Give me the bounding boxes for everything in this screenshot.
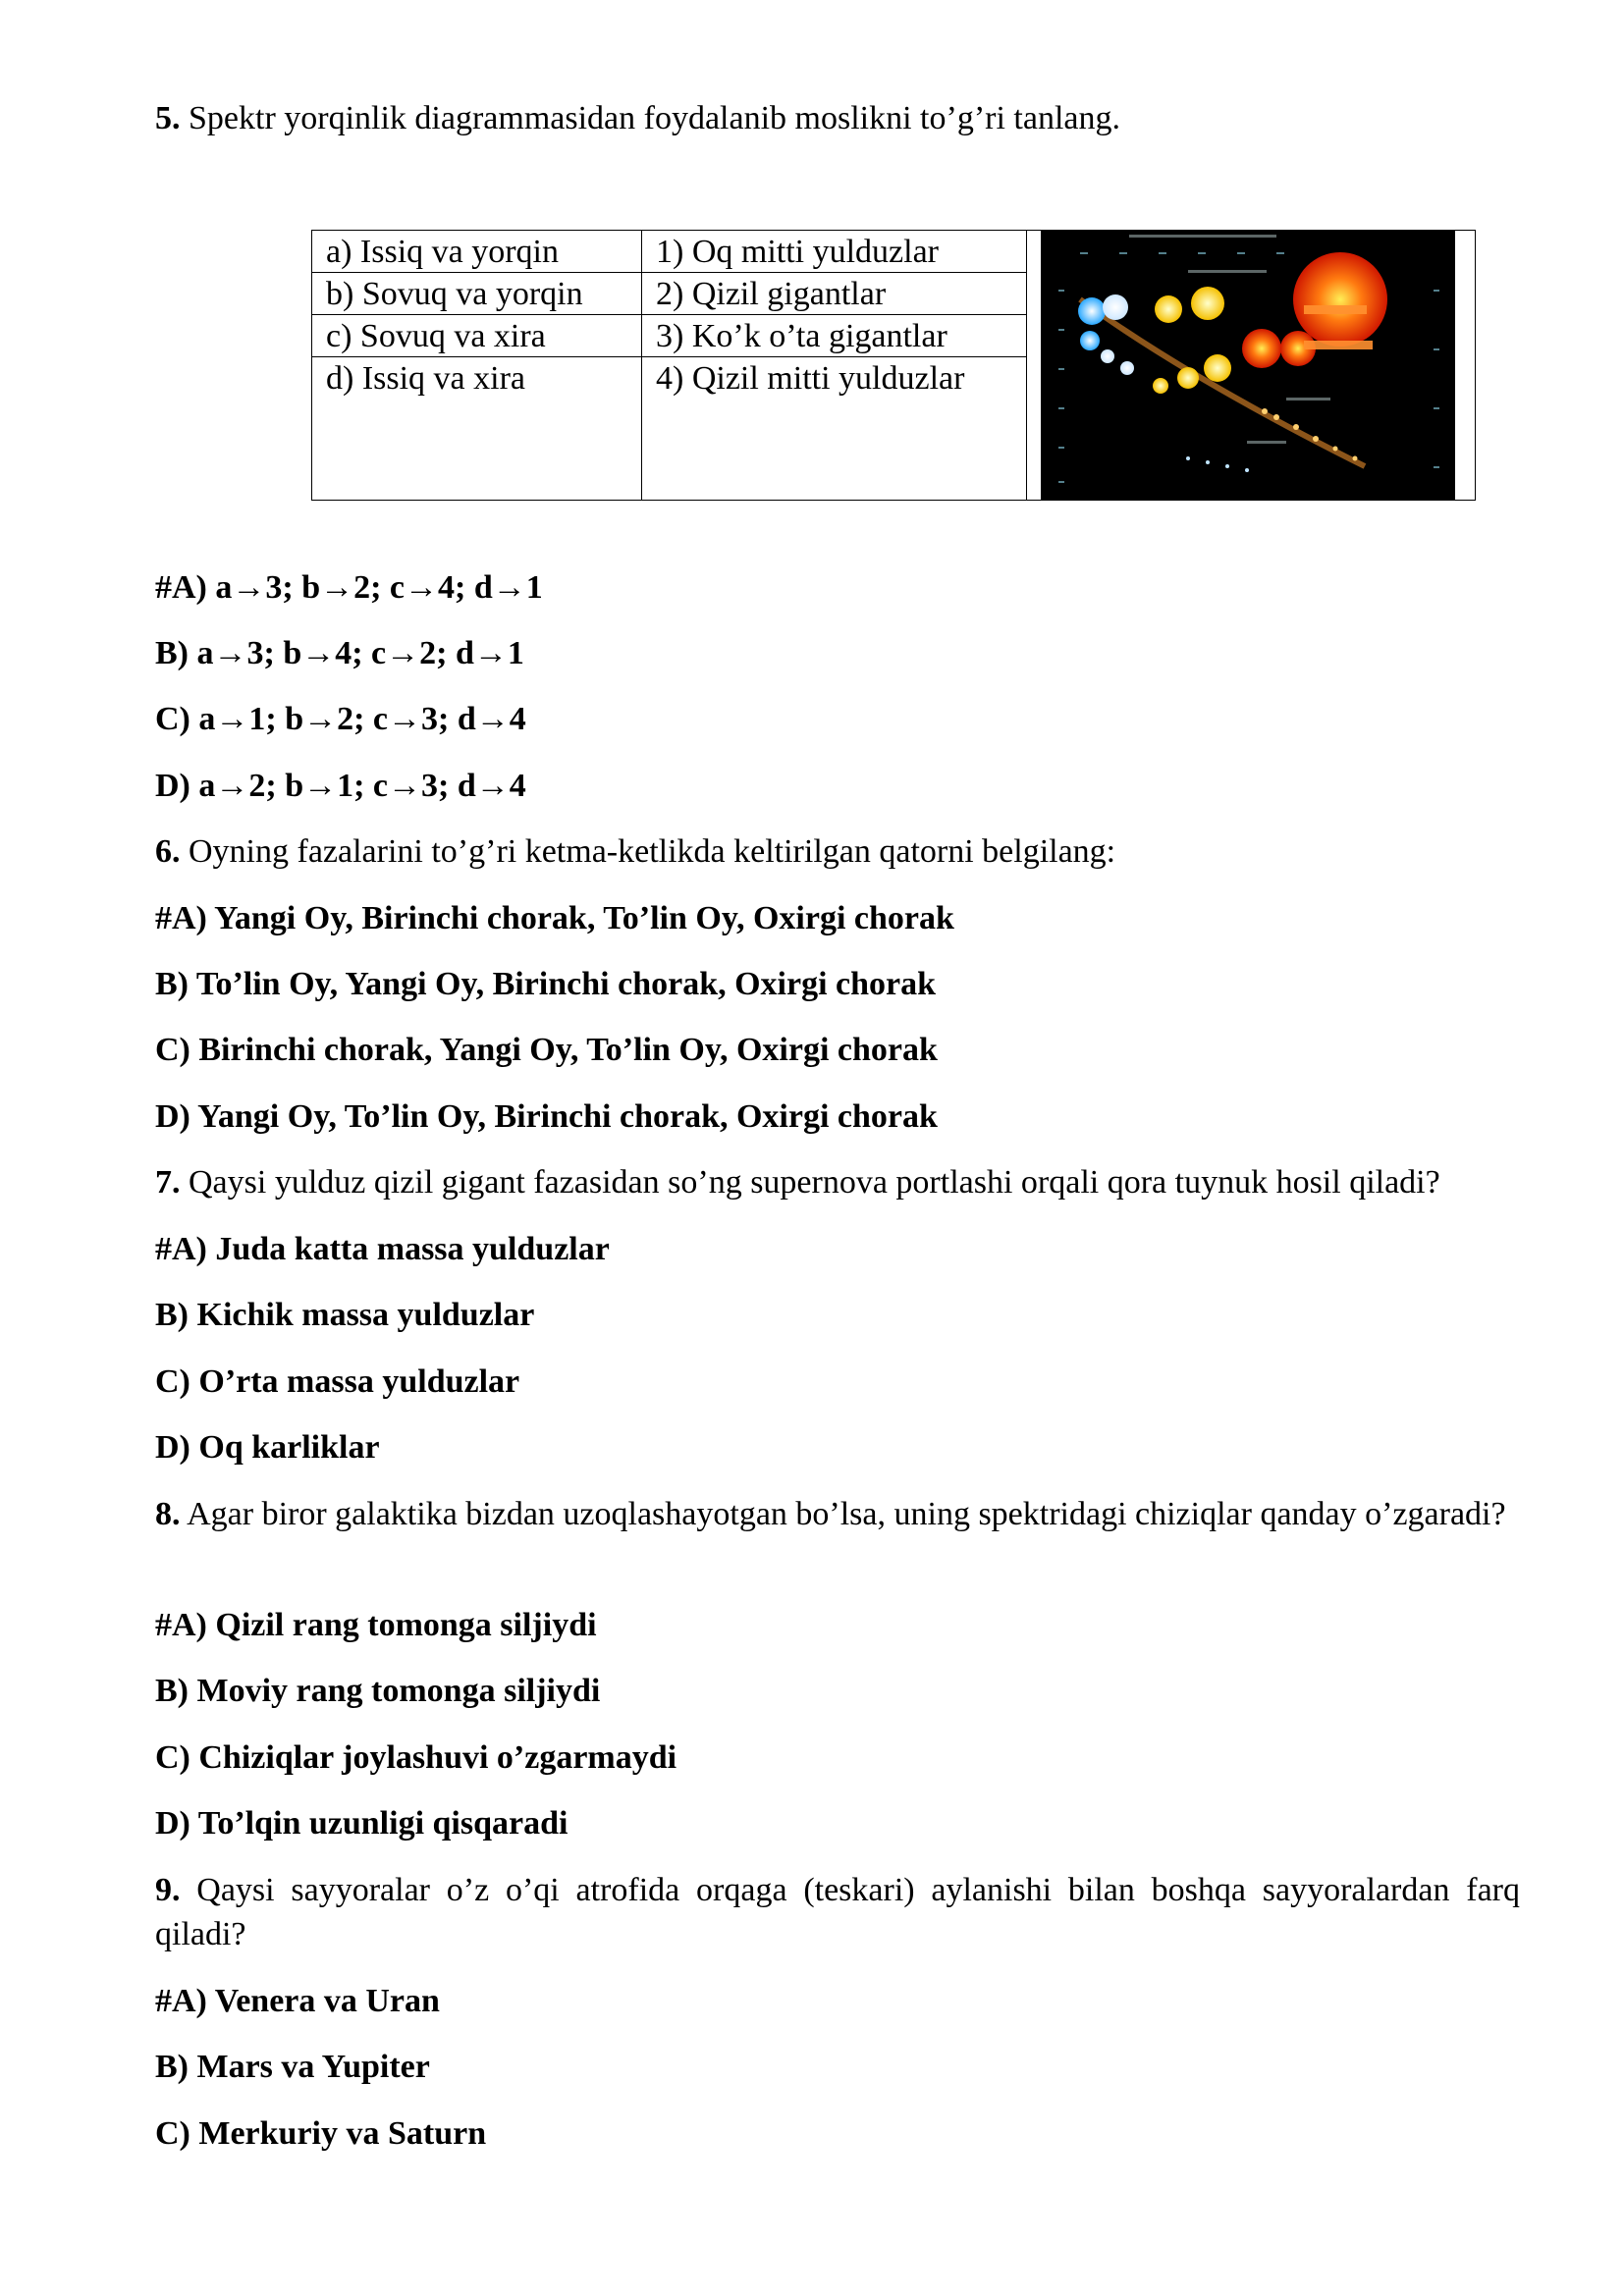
answer-option: B) Kichik massa yulduzlar: [155, 1297, 535, 1333]
question-text: Oyning fazalarini to’g’ri ketma-ketlikda keltirilgan qatorni belgilang:: [180, 833, 1116, 870]
left-column: [312, 231, 642, 500]
answer-option: C) a→1; b→2; c→3; d→4: [155, 701, 526, 737]
answer-option: B) To’lin Oy, Yangi Oy, Birinchi chorak, Oxirgi chorak: [155, 966, 937, 1002]
question-text: Qaysi sayyoralar o’z o’qi atrofida orqaga (teskari) aylanishi bilan boshqa sayyoralardan farq qiladi?: [155, 1872, 1520, 1952]
image-cell: [1027, 231, 1475, 500]
answer-option: B) a→3; b→4; c→2; d→1: [155, 635, 524, 671]
hr-diagram-image: [1041, 231, 1455, 500]
question-number: 5.: [155, 100, 181, 136]
hr-diagram-graphic: [1041, 231, 1455, 500]
right-item: 3) Ko’k o’ta gigantlar: [642, 315, 1026, 357]
matching-table: [311, 230, 1476, 501]
left-item: c) Sovuq va xira: [312, 315, 641, 357]
question-text: Qaysi yulduz qizil gigant fazasidan so’ng supernova portlashi orqali qora tuynuk hosil qiladi?: [180, 1164, 1440, 1201]
answer-option: #A) Juda katta massa yulduzlar: [155, 1231, 610, 1267]
answer-option: #A) Qizil rang tomonga siljiydi: [155, 1607, 597, 1643]
right-item: 2) Qizil gigantlar: [642, 273, 1026, 315]
question-text: Agar biror galaktika bizdan uzoqlashayotgan bo’lsa, uning spektridagi chiziqlar qanday o’zgaradi?: [180, 1496, 1506, 1532]
right-column: [642, 231, 1027, 500]
question-8: [155, 1492, 1520, 1536]
question-number: 9.: [155, 1872, 181, 1908]
answer-option: #A) Yangi Oy, Birinchi chorak, To’lin Oy, Oxirgi chorak: [155, 900, 954, 936]
question-6: [155, 829, 1520, 874]
answer-option: D) To’lqin uzunligi qisqaradi: [155, 1805, 568, 1842]
answer-option: #A) a→3; b→2; c→4; d→1: [155, 569, 543, 606]
question-number: 8.: [155, 1496, 181, 1532]
answer-option: D) a→2; b→1; c→3; d→4: [155, 768, 526, 804]
answer-option: C) Birinchi chorak, Yangi Oy, To’lin Oy, Oxirgi chorak: [155, 1032, 938, 1068]
answer-option: B) Mars va Yupiter: [155, 2049, 430, 2085]
question-5: [155, 96, 1520, 140]
answer-option: C) Chiziqlar joylashuvi o’zgarmaydi: [155, 1739, 677, 1776]
question-number: 6.: [155, 833, 181, 870]
answer-option: C) Merkuriy va Saturn: [155, 2115, 487, 2152]
right-item: 4) Qizil mitti yulduzlar: [656, 360, 965, 397]
question-9: [155, 1868, 1520, 1956]
question-text: Spektr yorqinlik diagrammasidan foydalanib moslikni to’g’ri tanlang.: [180, 100, 1120, 136]
answer-option: C) O’rta massa yulduzlar: [155, 1363, 520, 1400]
question-number: 7.: [155, 1164, 181, 1201]
answer-option: D) Oq karliklar: [155, 1429, 380, 1466]
left-item: a) Issiq va yorqin: [312, 231, 641, 273]
answer-option: #A) Venera va Uran: [155, 1983, 440, 2019]
answer-option: B) Moviy rang tomonga siljiydi: [155, 1673, 601, 1709]
right-item: 1) Oq mitti yulduzlar: [642, 231, 1026, 273]
answer-option: D) Yangi Oy, To’lin Oy, Birinchi chorak, Oxirgi chorak: [155, 1098, 938, 1135]
left-item: d) Issiq va xira: [326, 360, 526, 397]
left-item: b) Sovuq va yorqin: [312, 273, 641, 315]
question-7: [155, 1160, 1520, 1204]
